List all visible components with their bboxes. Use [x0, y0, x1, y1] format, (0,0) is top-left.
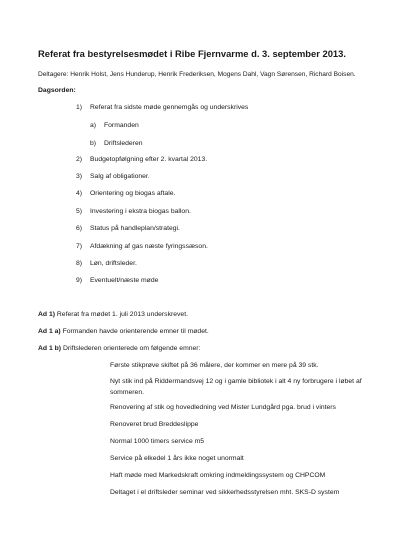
ad-1a-text: Formanden havde orienterende emner til mødet. — [62, 328, 209, 335]
agenda-item-number: 7) — [76, 243, 83, 250]
topic-item: Service på elkedel 1 års ikke noget unormalt — [110, 455, 244, 462]
agenda-item-text: Investering i ekstra biogas ballon. — [90, 208, 191, 215]
agenda-item-number: 8) — [76, 260, 83, 267]
agenda-item-text: Eventuelt/næste møde — [90, 277, 159, 284]
agenda-item-number: 3) — [76, 173, 83, 180]
ad-1b-label: Ad 1 b) — [38, 345, 62, 352]
ad-1-label: Ad 1) — [38, 311, 55, 318]
agenda-item-number: a) — [90, 122, 97, 129]
agenda-item-number: 6) — [76, 225, 83, 232]
topic-item: Deltaget i el driftsleder seminar ved sikkerhedsstyrelsen mht. SKS-D system — [110, 489, 340, 496]
ad-1b-text: Driftslederen orienterede om følgende emner: — [62, 345, 201, 352]
agenda-item-text: Løn, driftsleder. — [90, 260, 137, 267]
agenda-item-number: 4) — [76, 190, 83, 197]
ad-1-line — [38, 311, 188, 318]
topic-item: Nyt stik ind på Riddermandsvej 12 og i gamle bibliotek i alt 4 ny forbrugere i løbet af sommeren. — [110, 378, 362, 396]
agenda-item-text: Afdækning af gas næste fyringssæson. — [90, 243, 208, 250]
agenda-item-text: Salg af obligationer. — [90, 173, 150, 180]
participants-line: Deltagere: Henrik Holst, Jens Hunderup, Henrik Frederiksen, Mogens Dahl, Vagn Sørensen, Richard Boisen. — [38, 71, 356, 78]
agenda-item-number: 9) — [76, 277, 83, 284]
topic-item: Renovering af stik og hovedledning ved Mister Lundgård pga. brud i vinters — [110, 404, 336, 411]
agenda-item-number: 5) — [76, 208, 83, 215]
agenda-item-text: Referat fra sidste møde gennemgås og underskrives — [90, 104, 249, 111]
agenda-item-text: Formanden — [104, 122, 139, 129]
ad-1-text: Referat fra mødet 1. juli 2013 underskrevet. — [56, 311, 188, 318]
ad-1b-line — [38, 345, 200, 352]
topic-item: Første stikprøve skiftet på 36 målere, der kommer en mere på 39 stk. — [110, 362, 319, 369]
topic-item: Renoveret brud Breddeslippe — [110, 421, 199, 428]
agenda-item-text: Orientering og biogas aftale. — [90, 190, 176, 197]
agenda-heading: Dagsorden: — [38, 87, 76, 94]
agenda-item-number: b) — [90, 140, 97, 147]
ad-1a-line — [38, 328, 209, 335]
document-title: Referat fra bestyrelsesmødet i Ribe Fjernvarme d. 3. september 2013. — [38, 48, 346, 59]
agenda-item-text: Budgetopfølgning efter 2. kvartal 2013. — [90, 156, 208, 163]
ad-1a-label: Ad 1 a) — [38, 328, 61, 335]
agenda-item-text: Status på handleplan/strategi. — [90, 225, 180, 232]
topic-item: Normal 1000 timers service m5 — [110, 438, 205, 445]
agenda-item-number: 1) — [76, 104, 83, 111]
agenda-item-number: 2) — [76, 156, 83, 163]
topic-item: Haft møde med Markedskraft omkring indmeldingssystem og CHPCOM — [110, 472, 326, 479]
agenda-item-text: Driftslederen — [104, 140, 143, 147]
